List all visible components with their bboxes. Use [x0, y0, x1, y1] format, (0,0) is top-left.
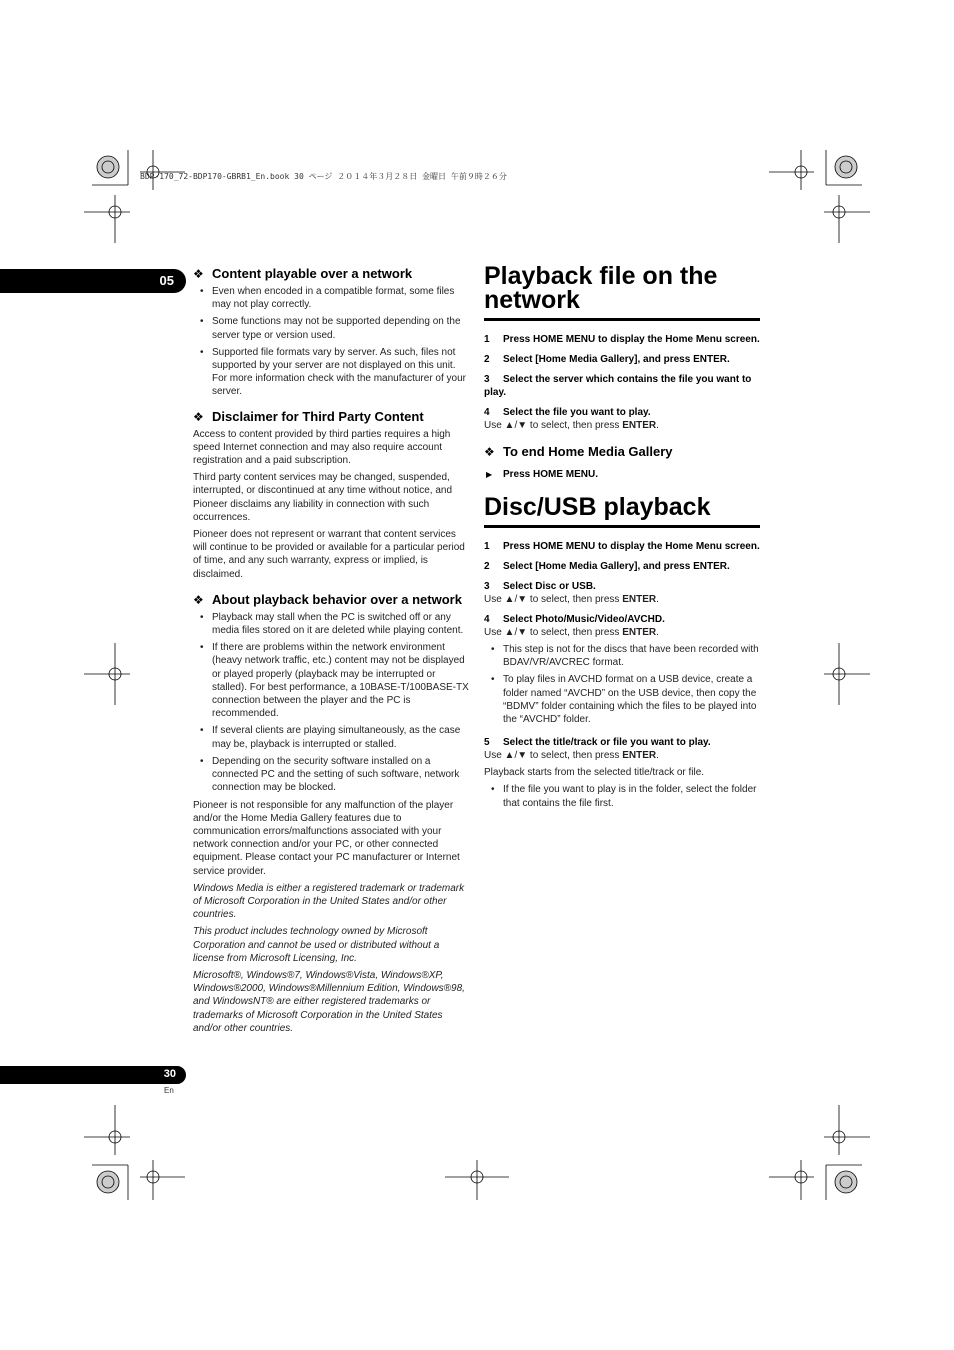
- content-playable-title: Content playable over a network: [212, 266, 413, 281]
- section-heading: [193, 590, 469, 610]
- left-column: [193, 264, 469, 1039]
- trademark-note: This product includes technology owned by Microsoft Corporation and cannot be used or distributed without a license from Microsoft Licensing, Inc.: [193, 926, 440, 964]
- step: 4 Select the file you want to play.: [484, 407, 651, 418]
- language-label: En: [164, 1086, 174, 1095]
- diamond-icon: ❖: [193, 409, 204, 424]
- diamond-icon: ❖: [193, 592, 204, 607]
- step: 5 Select the title/track or file you want to play.: [484, 737, 711, 749]
- arrow-right-icon: ▶: [486, 470, 493, 479]
- paragraph: Access to content provided by third parties requires a high speed Internet connection and may also require account registration and a paid subscription.: [193, 428, 451, 467]
- diamond-icon: ❖: [193, 267, 204, 281]
- paragraph: Pioneer is not responsible for any malfunction of the player and/or the Home Media Gallery features due to communication errors/malfunctions associated with your network connection and/or your PC, or other connected equipment. Please contact your PC manufacturer or Internet service provider.: [193, 799, 460, 877]
- end-gallery-title: To end Home Media Gallery: [503, 444, 673, 459]
- chapter-number: 05: [159, 273, 174, 288]
- paragraph: Playback starts from the selected title/track or file.: [484, 767, 705, 779]
- list-item: • Playback may stall when the PC is switched off or any media files stored on it are deleted while playing content.: [193, 611, 469, 637]
- trademark-note: Windows Media is either a registered trademark or trademark of Microsoft Corporation in the United States and/or other countries.: [193, 882, 465, 921]
- step5-list: [484, 783, 760, 809]
- about-playback-list: [193, 611, 469, 795]
- network-title: Playback file on the network: [484, 264, 760, 321]
- trademark-note: Microsoft®, Windows®7, Windows®Vista, Windows®XP, Windows®2000, Windows®Millennium Edition, Windows®98, and WindowsNT® are either registered trademarks or trademarks of Microsoft Corporation in the United States and/or other countries.: [193, 969, 465, 1034]
- print-header: BDP-170_72-BDP170-GBRB1_En.book 30 ページ ２０１４年３月２８日 金曜日 午前９時２６分: [140, 172, 507, 181]
- diamond-icon: ❖: [484, 445, 495, 459]
- list-item: • Supported file formats vary by server. As such, files not supported by your server are not displayed on this unit. For more information check with the manufacturer of your server.: [193, 346, 469, 399]
- list-item: • Even when encoded in a compatible format, some files may not play correctly.: [193, 285, 469, 311]
- step-note: Use ▲/▼ to select, then press ENTER.: [484, 420, 659, 431]
- list-item: • If several clients are playing simultaneously, as the case may be, playback is interrupted or stalled.: [193, 724, 469, 750]
- disc-usb-title: Disc/USB playback: [484, 495, 760, 528]
- section-heading: [484, 442, 760, 462]
- list-item: • To play files in AVCHD format on a USB device, create a folder named “AVCHD” on the USB device, then copy the “BDMV” folder containing which the files to be played into the “AVCHD” folder.: [484, 673, 760, 726]
- section-heading: [193, 264, 469, 284]
- step: 1 Press HOME MENU to display the Home Menu screen.: [484, 541, 760, 552]
- list-item: • If the file you want to play is in the folder, select the folder that contains the file first.: [484, 783, 760, 809]
- page-number-tab: [0, 1066, 186, 1084]
- step: 1 Press HOME MENU to display the Home Menu screen.: [484, 334, 760, 345]
- step-note: Use ▲/▼ to select, then press ENTER.: [484, 750, 659, 762]
- step: 2 Select [Home Media Gallery], and press ENTER.: [484, 561, 730, 572]
- about-playback-title: About playback behavior over a network: [212, 591, 462, 607]
- step: 3 Select the server which contains the file you want to play.: [484, 374, 752, 398]
- step-note: Use ▲/▼ to select, then press ENTER.: [484, 627, 659, 638]
- step: 2 Select [Home Media Gallery], and press ENTER.: [484, 354, 730, 365]
- step: ▶ Press HOME MENU.: [486, 469, 599, 480]
- page-number: 30: [163, 1068, 176, 1080]
- chapter-tab: [0, 269, 186, 293]
- content-playable-list: [193, 285, 469, 399]
- paragraph: Pioneer does not represent or warrant that content services will continue to be provided or available for a particular period of time, and any such warranty, express or implied, is disclaimed.: [193, 529, 465, 580]
- list-item: • Some functions may not be supported depending on the server type or version used.: [193, 315, 469, 341]
- step4-list: [484, 643, 760, 726]
- step-note: Use ▲/▼ to select, then press ENTER.: [484, 594, 659, 605]
- section-heading: [193, 407, 469, 427]
- paragraph: Third party content services may be changed, suspended, interrupted, or discontinued at any time without notice, and Pioneer disclaims any liability in connection with such occurrences.: [193, 472, 453, 523]
- step: 4 Select Photo/Music/Video/AVCHD.: [484, 614, 665, 625]
- list-item: • If there are problems within the network environment (heavy network traffic, etc.) content may not be displayed or played properly (playback may be interrupted or stalled). For best performance, a 10BASE-T/100BASE-TX connection between the player and the PC is recommended.: [193, 641, 469, 720]
- list-item: • Depending on the security software installed on a connected PC and the setting of such software, network connection may be blocked.: [193, 755, 469, 795]
- step: 3 Select Disc or USB.: [484, 581, 596, 592]
- right-column: [484, 264, 760, 814]
- disclaimer-title: Disclaimer for Third Party Content: [212, 408, 424, 424]
- list-item: • This step is not for the discs that have been recorded with BDAV/VR/AVCREC format.: [484, 643, 760, 669]
